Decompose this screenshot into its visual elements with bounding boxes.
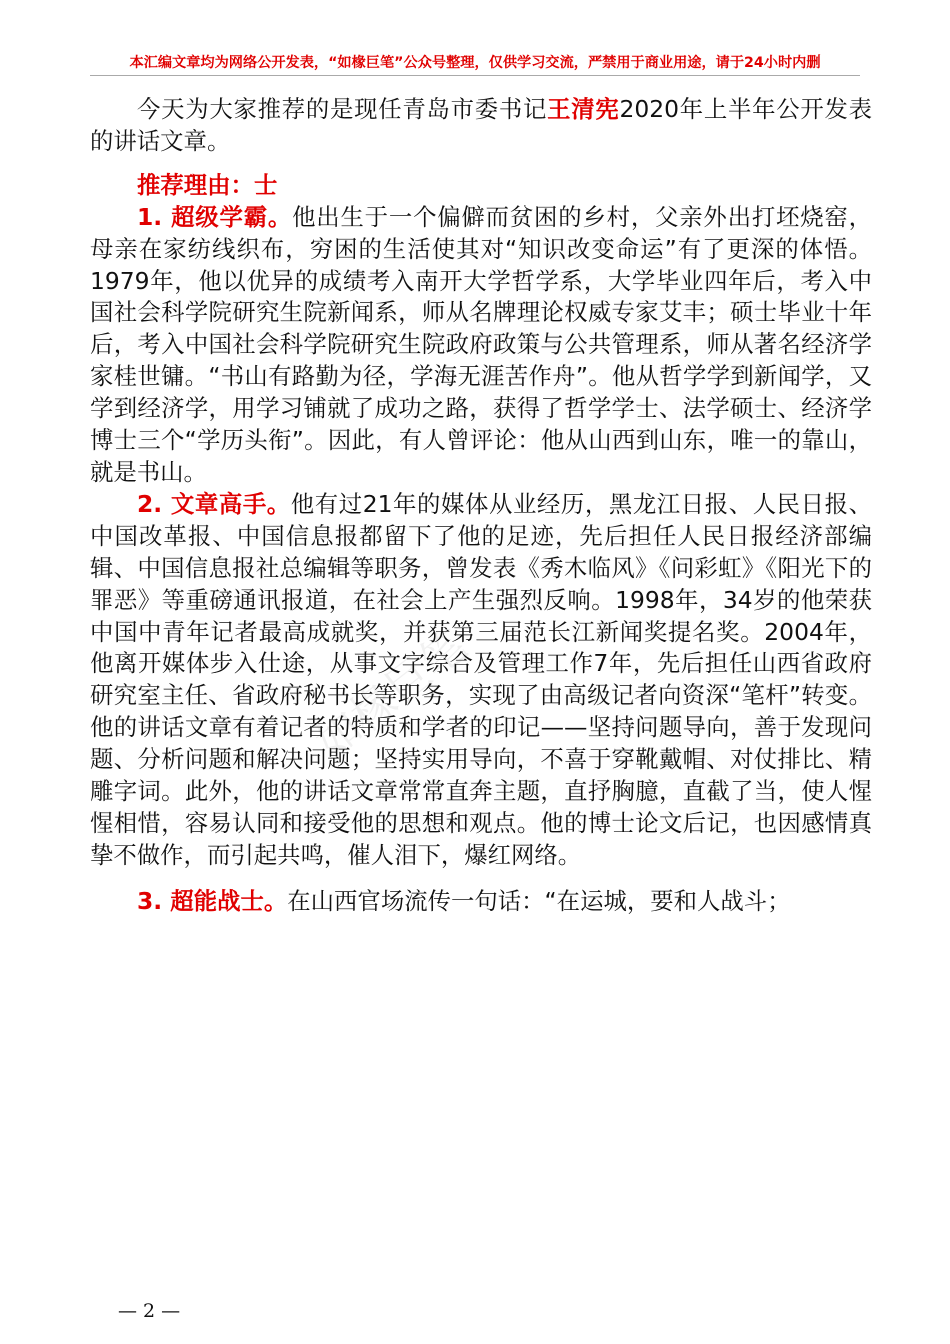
page-number: — 2 — [118,1300,181,1322]
intro-before: 今天为大家推荐的是现任青岛市委书记 [137,95,548,123]
highlighted-name: 王清宪 [547,95,620,123]
item-paragraph-2 [90,489,872,872]
item-text-1: 他出生于一个偏僻而贫困的乡村，父亲外出打坯烧窑，母亲在家纺线织布，穷困的生活使其对“知识改变命运”有了更深的体悟。1979年，他以优异的成绩考入南开大学哲学系，大学毕业四年后，考入中国社会科学院研究生院新闻系，师从名牌理论权威专家艾丰；硕士毕业十年后，考入中国社会科学院研究生院政府政策与公共管理系，师从著名经济学家桂世镛。“书山有路勤为径，学海无涯苦作舟”。他从哲学学到新闻学，又学到经济学，用学习铺就了成功之路，获得了哲学学士、法学硕士、经济学博士三个“学历头衔”。因此，有人曾评论：他从山西到山东，唯一的靠山，就是书山。 [90,202,872,486]
header-notice: 本汇编文章均为网络公开发表，“如椽巨笔”公众号整理，仅供学习交流，严禁用于商业用途，请于24小时内删 [129,55,821,71]
intro-paragraph [90,94,872,158]
header-divider [90,75,860,76]
intro-after: 2020年上半年公开发表的讲话文章。 [90,95,873,155]
item-heading-2: 2. 文章高手。 [137,489,291,518]
item-text-2: 他有过21年的媒体从业经历，黑龙江日报、人民日报、中国改革报、中国信息报都留下了他的足迹，先后担任人民日报经济部编辑、中国信息报社总编辑等职务，曾发表《秀木临风》《问彩虹》《阳光下的罪恶》等重磅通讯报道，在社会上产生强烈反响。1998年，34岁的他荣获中国中青年记者最高成就奖，并获第三届范长江新闻奖提名奖。2004年，他离开媒体步入仕途，从事文字综合及管理工作7年，先后担任山西省政府研究室主任、省政府秘书长等职务，实现了由高级记者向资深“笔杆”转变。他的讲话文章有着记者的特质和学者的印记——坚持问题导向，善于发现问题、分析问题和解决问题；坚持实用导向，不喜于穿靴戴帽、对仗排比、精雕字词。此外，他的讲话文章常常直奔主题，直抒胸臆，直截了当，使人惺惺相惜，容易认同和接受他的思想和观点。他的博士论文后记，也因感情真挚不做作，而引起共鸣，催人泪下，爆红网络。 [90,489,872,869]
item-paragraph-1 [90,202,872,489]
article-body [90,94,872,918]
watermark-text: 如椽巨笔 [306,620,477,769]
item-heading-1: 1. 超级学霸。 [137,202,293,231]
item-heading-3: 3. 超能战士。 [137,886,288,915]
reason-title: 推荐理由：士 [137,170,278,199]
item-paragraph-3 [90,886,872,918]
item-text-3: 在山西官场流传一句话：“在运城，要和人战斗； [287,886,791,915]
